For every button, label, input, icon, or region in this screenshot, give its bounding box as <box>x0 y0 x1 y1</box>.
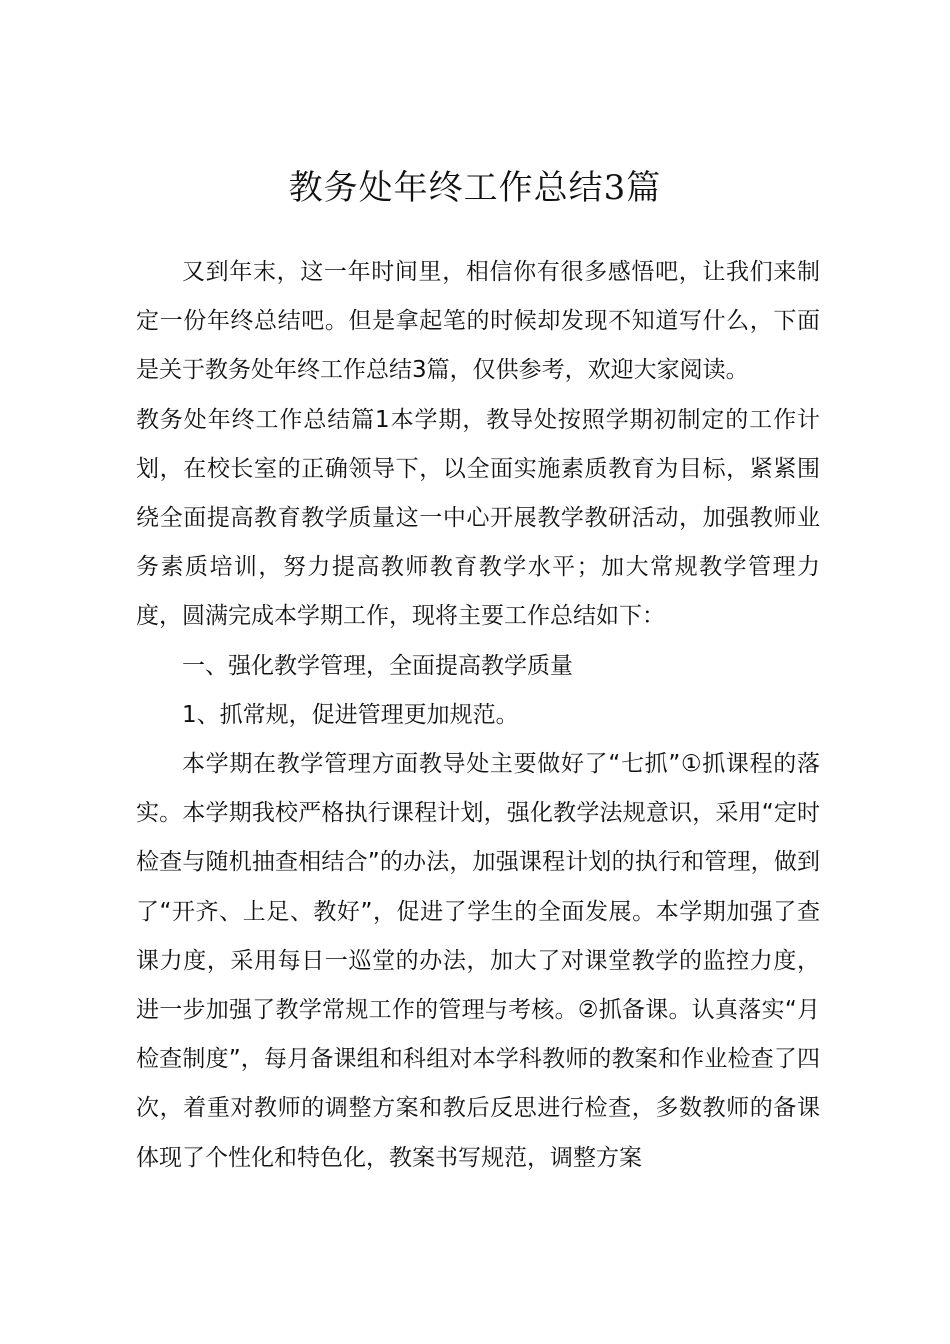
heading-strengthen-management: 一、强化教学管理，全面提高教学质量 <box>182 652 573 679</box>
document-title: 教务处年终工作总结3篇 <box>288 168 662 208</box>
subheading-routine: 1、抓常规，促进管理更加规范。 <box>182 701 519 728</box>
document-body <box>136 248 820 1183</box>
intro-paragraph: 又到年末，这一年时间里，相信你有很多感悟吧，让我们来制定一份年终总结吧。但是拿起笔的时候却发现不知道写什么，下面是关于教务处年终工作总结3篇，仅供参考，欢迎大家阅读。 <box>136 259 820 384</box>
detail-paragraph: 本学期在教学管理方面教导处主要做好了“七抓”①抓课程的落实。本学期我校严格执行课程计划，强化教学法规意识，采用“定时检查与随机抽查相结合”的办法，加强课程计划的执行和管理，做到了“开齐、上足、教好”，促进了学生的全面发展。本学期加强了查课力度，采用每日一巡堂的办法，加大了对课堂教学的监控力度，进一步加强了教学常规工作的管理与考核。②抓备课。认真落实“月检查制度”，每月备课组和科组对本学科教师的教案和作业检查了四次，着重对教师的调整方案和教后反思进行检查，多数教师的备课体现了个性化和特色化，教案书写规范，调整方案 <box>136 751 820 1171</box>
section-one-paragraph: 教务处年终工作总结篇1本学期，教导处按照学期初制定的工作计划，在校长室的正确领导下，以全面实施素质教育为目标，紧紧围绕全面提高教育教学质量这一中心开展教学教研活动，加强教师业务素质培训，努力提高教师教育教学水平；加大常规教学管理力度，圆满完成本学期工作，现将主要工作总结如下： <box>136 406 820 630</box>
